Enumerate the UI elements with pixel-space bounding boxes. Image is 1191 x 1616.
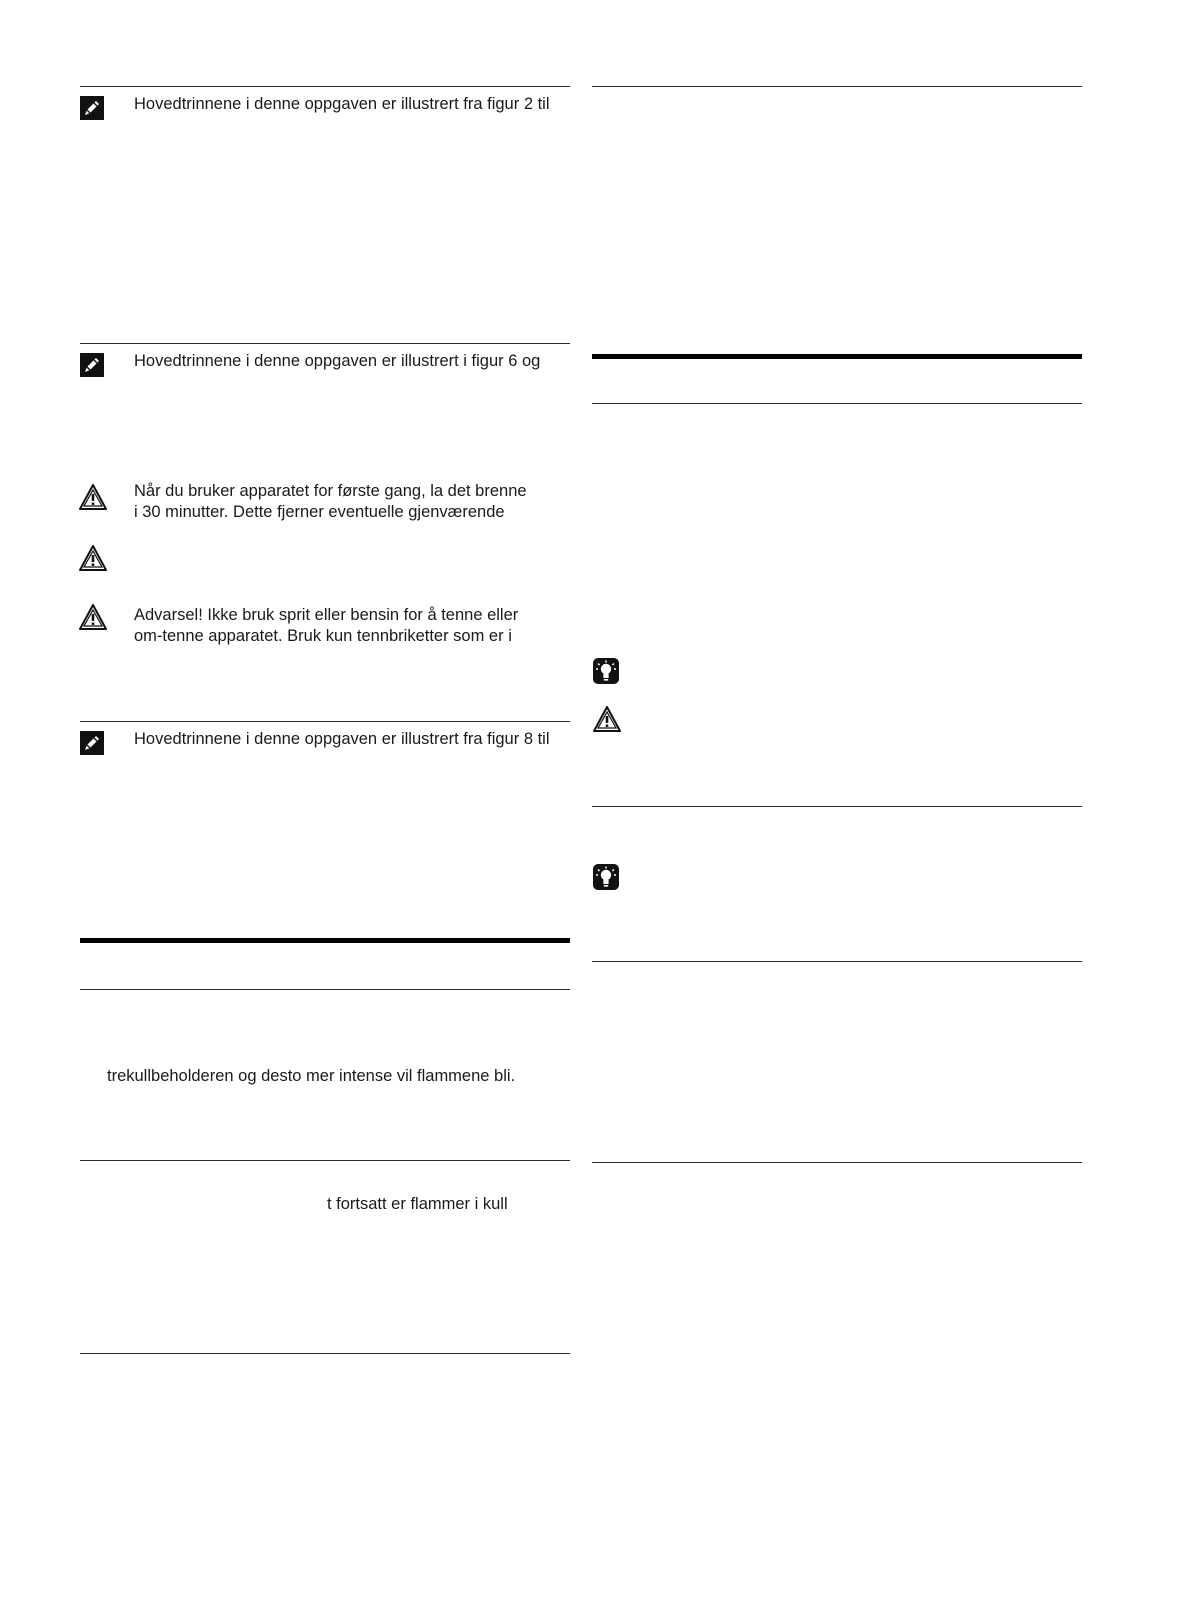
divider xyxy=(80,721,570,722)
divider xyxy=(592,961,1082,962)
warning-text: Når du bruker apparatet for første gang, la det brenne xyxy=(134,482,527,500)
body-text: t fortsatt er flammer i kull xyxy=(327,1195,508,1213)
note-text: Hovedtrinnene i denne oppgaven er illustrert fra figur 8 til xyxy=(134,730,550,748)
divider xyxy=(80,1353,570,1354)
lightbulb-tip-icon xyxy=(593,658,619,684)
divider xyxy=(80,86,570,87)
section-divider xyxy=(80,938,570,943)
lightbulb-tip-icon xyxy=(593,864,619,890)
warning-triangle-icon xyxy=(79,604,107,630)
warning-triangle-icon xyxy=(79,484,107,510)
section-divider xyxy=(592,354,1082,359)
note-text: Hovedtrinnene i denne oppgaven er illustrert fra figur 2 til xyxy=(134,95,550,113)
divider xyxy=(592,403,1082,404)
divider xyxy=(592,806,1082,807)
warning-text: Advarsel! Ikke bruk sprit eller bensin for å tenne eller xyxy=(134,606,519,624)
pencil-note-icon xyxy=(80,96,104,120)
pencil-note-icon xyxy=(80,731,104,755)
note-text: Hovedtrinnene i denne oppgaven er illustrert i figur 6 og xyxy=(134,352,541,370)
warning-triangle-icon xyxy=(79,545,107,571)
divider xyxy=(80,989,570,990)
divider xyxy=(592,1162,1082,1163)
body-text: trekullbeholderen og desto mer intense vil flammene bli. xyxy=(107,1067,516,1085)
warning-text: i 30 minutter. Dette fjerner eventuelle gjenværende xyxy=(134,503,505,521)
divider xyxy=(592,86,1082,87)
divider xyxy=(80,343,570,344)
pencil-note-icon xyxy=(80,353,104,377)
warning-triangle-icon xyxy=(593,706,621,732)
warning-text: om-tenne apparatet. Bruk kun tennbriketter som er i xyxy=(134,627,512,645)
divider xyxy=(80,1160,570,1161)
